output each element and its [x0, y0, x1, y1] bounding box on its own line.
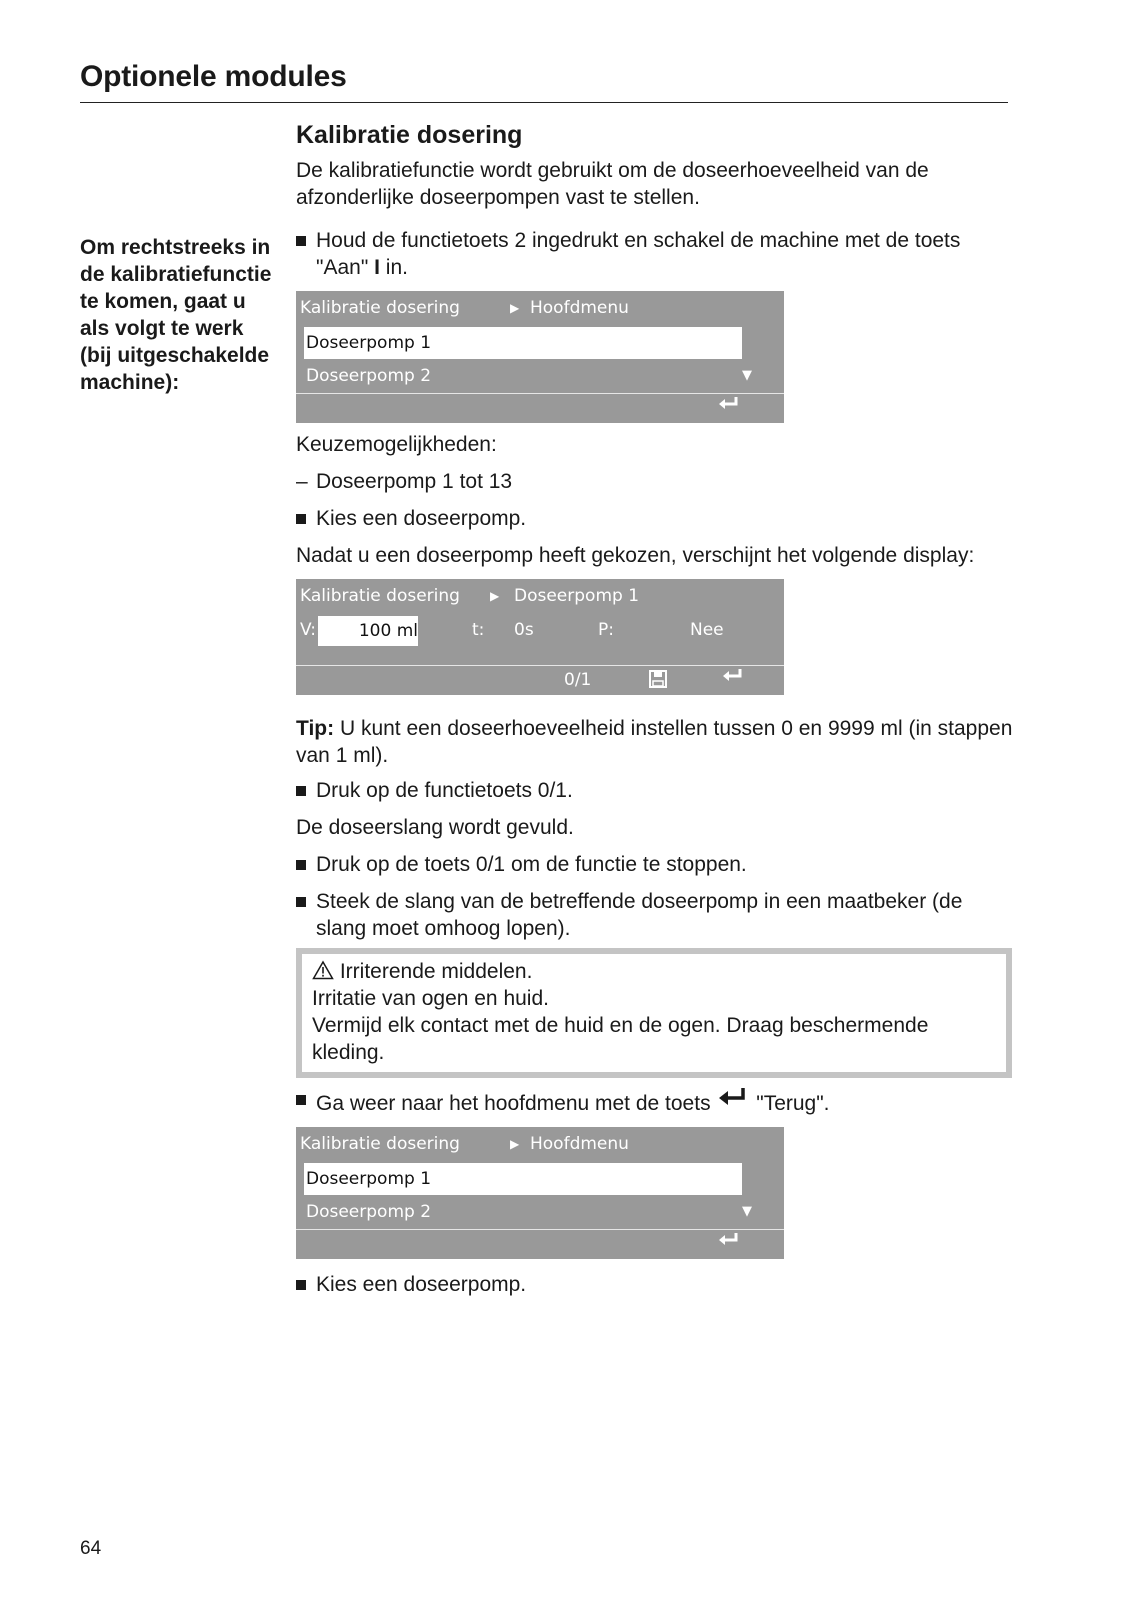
toggle-function-button[interactable]: 0/1: [564, 670, 592, 690]
menu-item[interactable]: Doseerpomp 2: [306, 1202, 432, 1222]
display-title: Kalibratie dosering: [300, 586, 460, 606]
tip-text: Tip: U kunt een doseerhoeveelheid instellen tussen 0 en 9999 ml (in stappen van 1 ml).: [296, 717, 1013, 767]
time-label: t:: [472, 620, 485, 640]
page-number: 64: [80, 1538, 102, 1559]
on-key-symbol: I: [374, 256, 380, 279]
back-icon[interactable]: [720, 666, 746, 698]
warning-line: Vermijd elk contact met de huid en de ogen. Draag beschermende kleding.: [312, 1014, 929, 1064]
volume-label: V:: [300, 620, 316, 640]
p-value: Nee: [690, 620, 724, 640]
warning-box: [296, 948, 1012, 1078]
page-title: Optionele modules: [80, 60, 347, 93]
display-nav-label: Doseerpomp 1: [514, 586, 640, 606]
scroll-down-icon[interactable]: ▼: [742, 1204, 752, 1219]
menu-item[interactable]: Doseerpomp 2: [306, 366, 432, 386]
play-arrow-icon: ▶: [490, 589, 500, 603]
step-6: Ga weer naar het hoofdmenu met de toets "Terug".: [296, 1086, 1016, 1117]
side-note: Om rechtstreeks in de kalibratiefunctie te komen, gaat u als volgt te werk (bij uitgeschakelde machine):: [80, 236, 272, 394]
back-icon[interactable]: [716, 394, 742, 426]
intro-text: De kalibratiefunctie wordt gebruikt om de doseerhoeveelheid van de afzonderlijke doseerpompen vast te stellen.: [296, 159, 929, 209]
warning-line: Irritatie van ogen en huid.: [312, 987, 549, 1010]
display-main-menu: [296, 1127, 784, 1259]
step-3: Druk op de functietoets 0/1.: [296, 777, 1016, 804]
back-icon: [716, 1092, 750, 1115]
choice-item: – Doseerpomp 1 tot 13: [296, 470, 513, 493]
step-5: Steek de slang van de betreffende doseerpomp in een maatbeker (de slang moet omhoog lopen).: [296, 888, 1016, 942]
back-icon[interactable]: [716, 1230, 742, 1262]
volume-value-field[interactable]: 100 ml: [318, 616, 418, 646]
play-arrow-icon: ▶: [510, 1137, 520, 1151]
play-arrow-icon: ▶: [510, 301, 520, 315]
main-content: [296, 122, 1016, 1298]
time-value: 0s: [514, 620, 534, 640]
menu-item-selected[interactable]: Doseerpomp 1: [304, 327, 742, 359]
step-4: Druk op de toets 0/1 om de functie te stoppen.: [296, 851, 1016, 878]
save-icon[interactable]: [648, 669, 668, 699]
step-1: Houd de functietoets 2 ingedrukt en schakel de machine met de toets "Aan" I in.: [296, 227, 1016, 281]
filled-text: De doseerslang wordt gevuld.: [296, 816, 574, 839]
choices-label: Keuzemogelijkheden:: [296, 433, 497, 456]
display-nav-label: Hoofdmenu: [530, 1134, 629, 1154]
step-2: Kies een doseerpomp.: [296, 505, 1016, 532]
menu-item-selected[interactable]: Doseerpomp 1: [304, 1163, 742, 1195]
warning-triangle-icon: [312, 960, 334, 983]
display-nav-label: Hoofdmenu: [530, 298, 629, 318]
p-label: P:: [598, 620, 614, 640]
display-title: Kalibratie dosering: [300, 298, 460, 318]
display-main-menu: [296, 291, 784, 423]
display-title: Kalibratie dosering: [300, 1134, 460, 1154]
section-title: Kalibratie dosering: [296, 121, 523, 149]
title-divider: [80, 102, 1008, 103]
warning-title: Irriterende middelen.: [339, 960, 533, 983]
after-choose-text: Nadat u een doseerpomp heeft gekozen, verschijnt het volgende display:: [296, 544, 975, 567]
scroll-down-icon[interactable]: ▼: [742, 368, 752, 383]
display-pump-calibration: [296, 579, 784, 695]
step-7: Kies een doseerpomp.: [296, 1271, 1016, 1298]
